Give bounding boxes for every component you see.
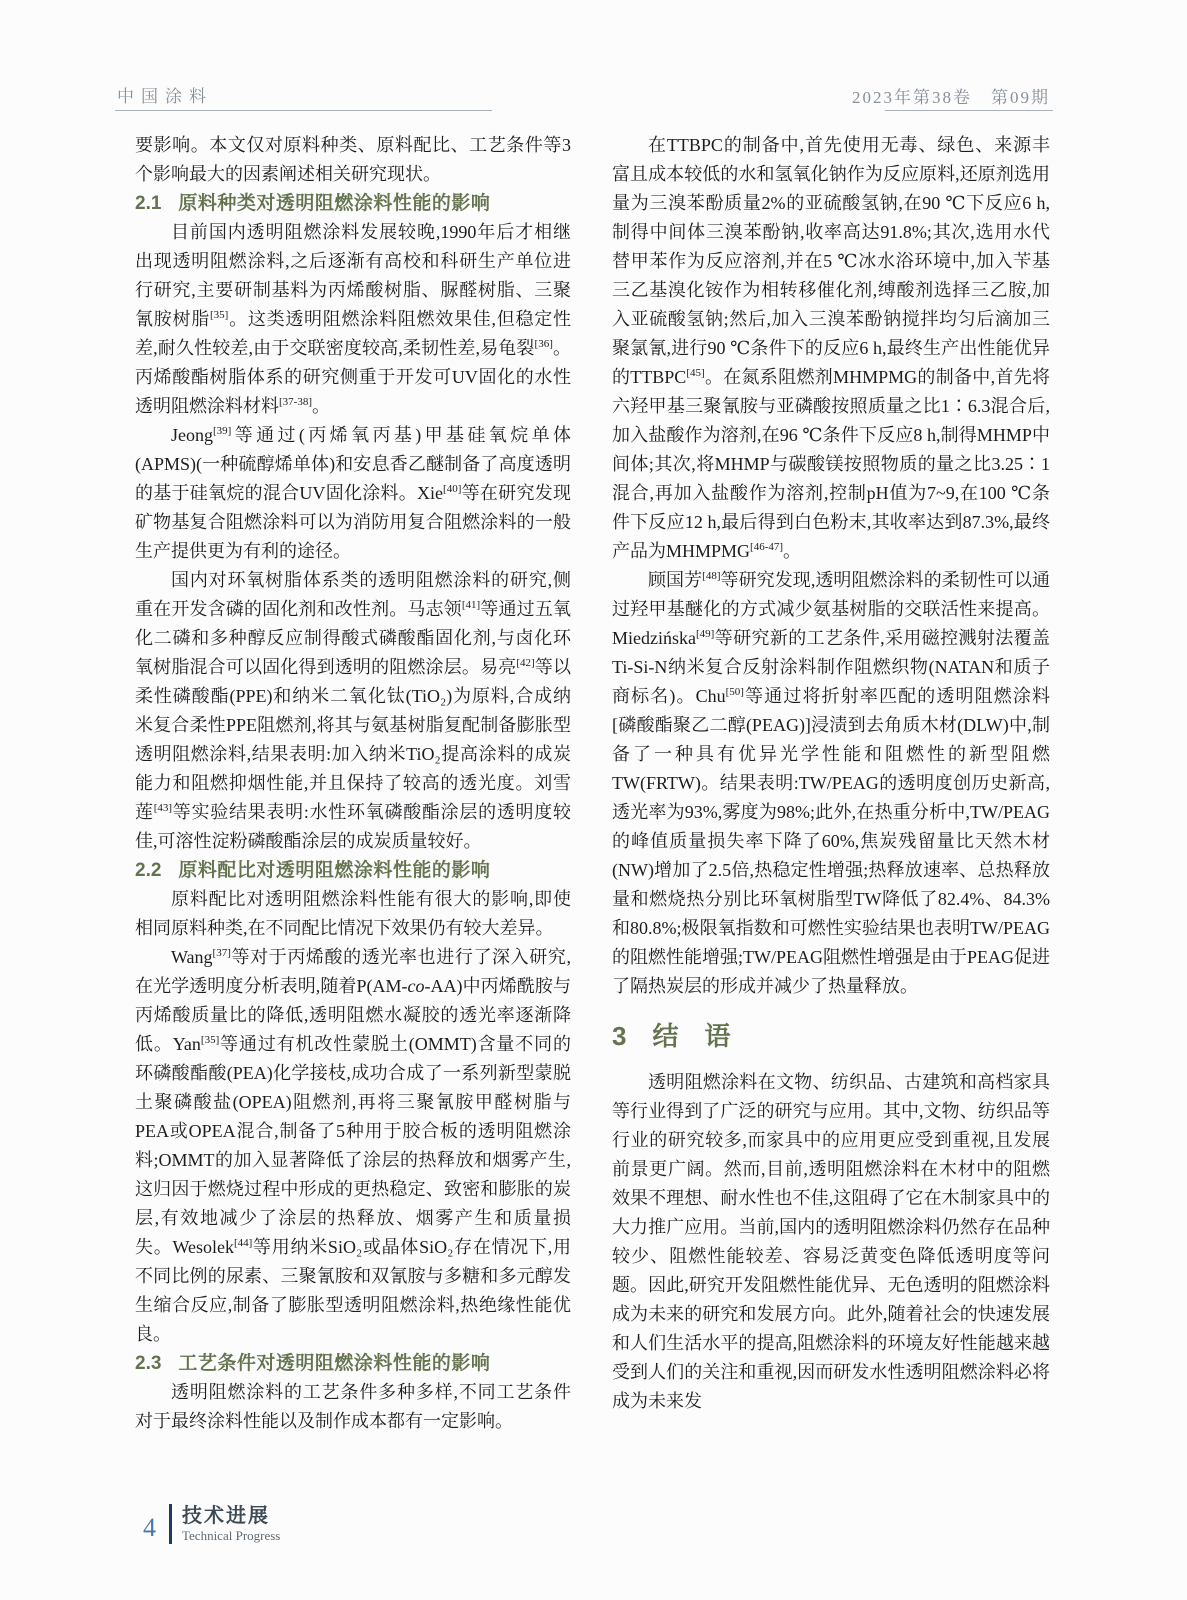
paragraph: 国内对环氧树脂体系类的透明阻燃涂料的研究,侧重在开发含磷的固化剂和改性剂。马志领[41]等通过五氧化二磷和多种醇反应制得酸式磷酸酯固化剂,与卤化环氧树脂混合可以固化得到透明的阻燃涂层。易亮[42]等以柔性磷酸酯(PPE)和纳米二氧化钛(TiO₂)为原料,合成纳米复合柔性PPE阻燃剂,将其与氨基树脂复配制备膨胀型透明阻燃涂料,结果表明:加入纳米TiO₂提高涂料的成炭能力和阻燃抑烟性能,并且保持了较高的透光度。刘雪莲[43]等实验结果表明:水性环氧磷酸酯涂层的透明度较佳,可溶性淀粉磷酸酯涂层的成炭质量较好。 bbox=[135, 570, 572, 851]
section-heading bbox=[135, 189, 571, 218]
footer-divider bbox=[169, 1504, 172, 1544]
citation-ref: [37] bbox=[212, 947, 231, 959]
citation-ref: [36] bbox=[534, 338, 553, 350]
journal-title: 中国涂料 bbox=[117, 87, 213, 106]
header-rule-right bbox=[885, 110, 1053, 111]
footer-section bbox=[182, 1504, 280, 1544]
citation-ref: [35] bbox=[200, 1034, 220, 1046]
paragraph: 透明阻燃涂料在文物、纺织品、古建筑和高档家具等行业得到了广泛的研究与应用。其中,文物、纺织品等行业的研究较多,而家具中的应用更应受到重视,且发展前景更广阔。然而,目前,透明阻燃涂料在木材中的阻燃效果不理想、耐水性也不佳,这阻碍了它在木制家具中的大力推广应用。当前,国内的透明阻燃涂料仍然存在品种较少、阻燃性能较差、容易泛黄变色降低透明度等问题。因此,研究开发阻燃性能优异、无色透明的阻燃涂料成为未来的研究和发展方向。此外,随着社会的快速发展和人们生活水平的提高,阻燃涂料的环境友好性能越来越受到人们的关注和重视,因而研发水性透明阻燃涂料必将成为未来发 bbox=[612, 1072, 1050, 1411]
section-heading bbox=[135, 1349, 571, 1378]
paragraph: 要影响。本文仅对原料种类、原料配比、工艺条件等3个影响最大的因素阐述相关研究现状。 bbox=[135, 135, 571, 184]
paragraph: 原料配比对透明阻燃涂料性能有很大的影响,即使相同原料种类,在不同配比情况下效果仍有较大差异。 bbox=[135, 889, 571, 938]
citation-ref: [43] bbox=[153, 802, 173, 814]
section-number: 2.2 bbox=[135, 860, 162, 881]
citation-ref: [39] bbox=[213, 425, 232, 437]
citation-ref: [40] bbox=[443, 483, 462, 495]
footer-section-en: Technical Progress bbox=[182, 1528, 281, 1543]
citation-ref: [42] bbox=[516, 657, 535, 669]
right-column bbox=[612, 131, 1050, 1416]
section-number: 3 bbox=[612, 1021, 627, 1051]
left-column bbox=[135, 131, 571, 1436]
section-heading bbox=[612, 1016, 1050, 1056]
citation-ref: [35] bbox=[210, 309, 229, 321]
section-title: 原料种类对透明阻燃涂料性能的影响 bbox=[178, 193, 491, 214]
section-title: 结 语 bbox=[652, 1021, 731, 1051]
paragraph: Jeong[39]等通过(丙烯氧丙基)甲基硅氧烷单体(APMS)(一种硫醇烯单体)和安息香乙醚制备了高度透明的基于硅氧烷的混合UV固化涂料。Xie[40]等在研究发现矿物基复合阻燃涂料可以为消防用复合阻燃涂料的一般生产提供更为有利的途径。 bbox=[135, 425, 571, 561]
paragraph: 在TTBPC的制备中,首先使用无毒、绿色、来源丰富且成本较低的水和氢氧化钠作为反应原料,还原剂选用量为三溴苯酚质量2%的亚硫酸氢钠,在90 ℃下反应6 h,制得中间体三溴苯酚钠,收率高达91.8%;其次,选用水代替甲苯作为反应溶剂,并在5 ℃冰水浴环境中,加入苄基三乙基溴化铵作为相转移催化剂,缚酸剂选择三乙胺,加入亚硫酸氢钠;然后,加入三溴苯酚钠搅拌均匀后滴加三聚氯氰,进行90 ℃条件下的反应6 h,最终生产出性能优异的TTBPC[45]。在氮系阻燃剂MHMPMG的制备中,首先将六羟甲基三聚氰胺与亚磷酸按照质量之比1∶6.3混合后,加入盐酸作为溶剂,在96 ℃条件下反应8 h,制得MHMP中间体;其次,将MHMP与碳酸镁按照物质的量之比3.25∶1混合,再加入盐酸作为溶剂,控制pH值为7~9,在100 ℃条件下反应12 h,最后得到白色粉末,其收率达到87.3%,最终产品为MHMPMG[46-47]。 bbox=[612, 135, 1051, 561]
citation-ref: [44] bbox=[233, 1237, 253, 1249]
header-rule-left bbox=[115, 110, 492, 111]
section-title: 原料配比对透明阻燃涂料性能的影响 bbox=[178, 860, 491, 881]
citation-ref: [45] bbox=[686, 367, 705, 379]
section-heading bbox=[135, 856, 571, 885]
issue-info: 2023年第38卷 第09期 bbox=[852, 88, 1050, 107]
paragraph: 顾国芳[48]等研究发现,透明阻燃涂料的柔韧性可以通过羟甲基醚化的方式减少氨基树脂的交联活性来提高。Miedzińska[49]等研究新的工艺条件,采用磁控溅射法覆盖Ti-Si-N纳米复合反射涂料制作阻燃织物(NATAN和质子商标名)。Chu[50]等通过将折射率匹配的透明阻燃涂料[磷酸酯聚乙二醇(PEAG)]浸渍到去角质木材(DLW)中,制备了一种具有优异光学性能和阻燃性的新型阻燃TW(FRTW)。结果表明:TW/PEAG的透明度创历史新高,透光率为93%,雾度为98%;此外,在热重分析中,TW/PEAG的峰值质量损失率下降了60%,焦炭残留量比天然木材(NW)增加了2.5倍,热稳定性增强;热释放速率、总热释放量和燃烧热分别比环氧树脂型TW降低了82.4%、84.3%和80.8%;极限氧指数和可燃性实验结果也表明TW/PEAG的阻燃性能增强;TW/PEAG阻燃性增强是由于PEAG促进了隔热炭层的形成并减少了热量释放。 bbox=[612, 570, 1051, 996]
citation-ref: [41] bbox=[461, 599, 481, 611]
section-number: 2.1 bbox=[135, 193, 162, 214]
section-title: 工艺条件对透明阻燃涂料性能的影响 bbox=[178, 1353, 491, 1374]
footer-section-cn: 技术进展 bbox=[182, 1505, 270, 1527]
citation-ref: [46-47] bbox=[750, 541, 784, 553]
citation-ref: [48] bbox=[702, 570, 721, 582]
citation-ref: [37-38] bbox=[279, 396, 312, 408]
citation-ref: [49] bbox=[695, 628, 715, 640]
section-number: 2.3 bbox=[135, 1353, 162, 1374]
paragraph: 透明阻燃涂料的工艺条件多种多样,不同工艺条件对于最终涂料性能以及制作成本都有一定影响。 bbox=[135, 1382, 571, 1431]
footer bbox=[143, 1504, 280, 1544]
paragraph: Wang[37]等对于丙烯酸的透光率也进行了深入研究,在光学透明度分析表明,随着P(AM-co-AA)中丙烯酰胺与丙烯酸质量比的降低,透明阻燃水凝胶的透光率逐渐降低。Yan[35]等通过有机改性蒙脱土(OMMT)含量不同的环磷酸酯酸(PEA)化学接枝,成功合成了一系列新型蒙脱土聚磷酸盐(OPEA)阻燃剂,再将三聚氰胺甲醛树脂与PEA或OPEA混合,制备了5种用于胶合板的透明阻燃涂料;OMMT的加入显著降低了涂层的热释放和烟雾产生,这归因于燃烧过程中形成的更热稳定、致密和膨胀的炭层,有效地减少了涂层的热释放、烟雾产生和质量损失。Wesolek[44]等用纳米SiO₂或晶体SiO₂存在情况下,用不同比例的尿素、三聚氰胺和双氰胺与多糖和多元醇发生缩合反应,制备了膨胀型透明阻燃涂料,热绝缘性能优良。 bbox=[135, 947, 572, 1344]
citation-ref: [50] bbox=[725, 686, 744, 698]
paragraph: 目前国内透明阻燃涂料发展较晚,1990年后才相继出现透明阻燃涂料,之后逐渐有高校和科研生产单位进行研究,主要研制基料为丙烯酸树脂、脲醛树脂、三聚氰胺树脂[35]。这类透明阻燃涂料阻燃效果佳,但稳定性差,耐久性较差,由于交联密度较高,柔韧性差,易龟裂[36]。丙烯酸酯树脂体系的研究侧重于开发可UV固化的水性透明阻燃涂料材料[37-38]。 bbox=[135, 222, 572, 416]
page-number: 4 bbox=[143, 1513, 156, 1542]
